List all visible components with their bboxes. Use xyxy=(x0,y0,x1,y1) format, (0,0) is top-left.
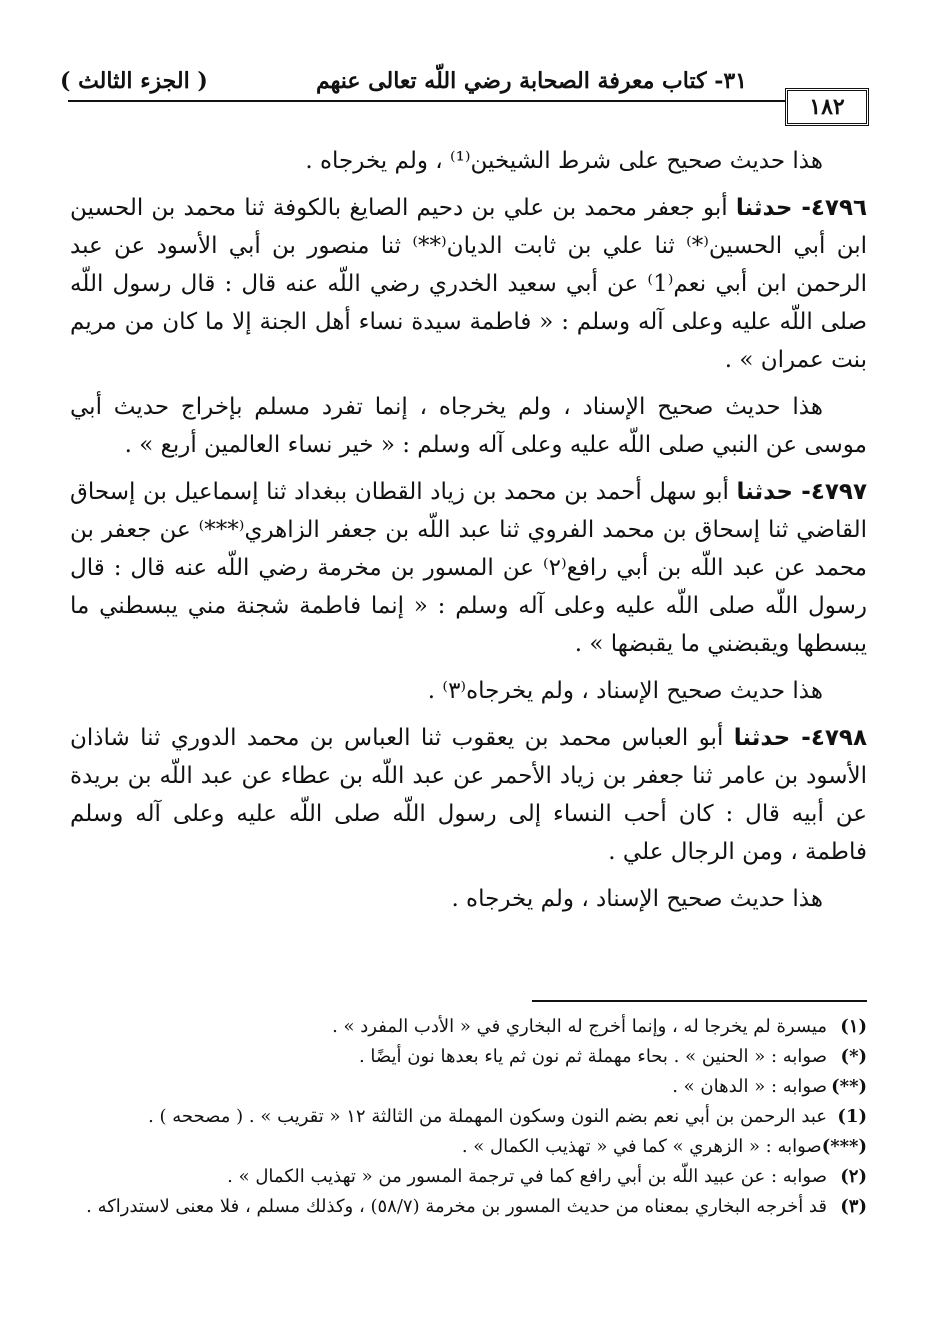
page-number: ١٨٢ xyxy=(785,88,869,126)
paragraph-p6 xyxy=(70,719,867,871)
paragraph-text: أبو العباس محمد بن يعقوب ثنا العباس بن محمد الدوري ثنا شاذان الأسود بن عامر ثنا جعفر بن زياد الأحمر عن عبد اللّه بن عطاء عن عبد اللّه بن بريدة عن أبيه قال : كان أحب النساء إلى رسول اللّه صلى اللّه عليه وعلى آله وسلم فاطمة ، ومن الرجال علي . xyxy=(70,725,867,865)
footnote-item xyxy=(60,1102,867,1132)
paragraph-text: هذا حديث صحيح على شرط الشيخين⁽¹⁾ ، ولم يخرجاه . xyxy=(305,148,823,174)
paragraph-text: هذا حديث صحيح الإسناد ، ولم يخرجاه⁽٣⁾ . xyxy=(427,678,823,704)
footnote-text: صوابه : « الزهري » كما في « تهذيب الكمال » . xyxy=(461,1136,822,1157)
footnote-text: صوابه : عن عبيد اللّه بن أبي رافع كما في ترجمة المسور من « تهذيب الكمال » . xyxy=(227,1166,827,1187)
paragraph-text: هذا حديث صحيح الإسناد ، ولم يخرجاه . xyxy=(451,886,823,912)
paragraph-p1 xyxy=(70,142,867,180)
footnote-text: صوابه : « الدهان » . xyxy=(672,1076,827,1097)
footnote-item xyxy=(60,1072,867,1102)
footnote-item xyxy=(60,1132,867,1162)
footnote-text: صوابه : « الحنين » . بحاء مهملة ثم نون ثم ياء بعدها نون أيضًا . xyxy=(358,1046,827,1067)
footnote-item xyxy=(60,1192,867,1222)
header-rule xyxy=(68,100,865,102)
footnote-item xyxy=(60,1012,867,1042)
footnote-mark: (٣) xyxy=(840,1196,867,1217)
paragraph-p2 xyxy=(70,189,867,379)
footnote-text: ميسرة لم يخرجا له ، وإنما أخرج له البخاري في « الأدب المفرد » . xyxy=(332,1016,827,1037)
footnote-item xyxy=(60,1162,867,1192)
hadith-number: ٤٧٩٦- حدثنا xyxy=(735,195,868,221)
footnote-mark: (١) xyxy=(840,1016,867,1037)
footnote-mark: (1) xyxy=(837,1106,867,1127)
paragraph-p4 xyxy=(70,473,867,663)
footnote-rule xyxy=(532,1000,867,1002)
hadith-number: ٤٧٩٧- حدثنا xyxy=(736,479,868,505)
paragraph-p3 xyxy=(70,388,867,464)
footnotes xyxy=(60,1012,867,1222)
paragraph-p5 xyxy=(70,672,867,710)
main-text xyxy=(70,142,867,927)
hadith-number: ٤٧٩٨- حدثنا xyxy=(733,725,867,751)
running-header xyxy=(60,62,867,102)
footnote-text: قد أخرجه البخاري بمعناه من حديث المسور بن مخرمة (٥٨/٧) ، وكذلك مسلم ، فلا معنى لاستدراكه . xyxy=(86,1196,827,1217)
paragraph-text: هذا حديث صحيح الإسناد ، ولم يخرجاه ، إنما تفرد مسلم بإخراج حديث أبي موسى عن النبي صلى اللّه عليه وعلى آله وسلم : « خير نساء العالمين أربع » . xyxy=(70,394,867,458)
footnote-item xyxy=(60,1042,867,1072)
paragraph-p7 xyxy=(70,880,867,918)
footnote-mark: (***) xyxy=(821,1136,867,1157)
footnote-mark: (٢) xyxy=(840,1166,867,1187)
footnote-text: عبد الرحمن بن أبي نعم بضم النون وسكون المهملة من الثالثة ١٢ « تقريب » . ( مصححه ) . xyxy=(148,1106,827,1127)
footnote-mark: (*) xyxy=(840,1046,867,1067)
footnote-mark: (**) xyxy=(831,1076,867,1097)
volume-label: ( الجزء الثالث ) xyxy=(60,68,208,94)
paragraph-text: أبو جعفر محمد بن علي بن دحيم الصايغ بالكوفة ثنا محمد بن الحسين ابن أبي الحسين⁽*⁾ ثنا علي بن ثابت الديان⁽**⁾ ثنا منصور بن أبي الأسود عن عبد الرحمن ابن أبي نعم⁽1⁾ عن أبي سعيد الخدري رضي اللّه عنه قال : قال رسول اللّه صلى اللّه عليه وعلى آله وسلم : « فاطمة سيدة نساء أهل الجنة إلا ما كان من مريم بنت عمران » . xyxy=(70,195,867,373)
chapter-title: ٣١- كتاب معرفة الصحابة رضي اللّه تعالى عنهم xyxy=(315,68,747,94)
paragraph-text: أبو سهل أحمد بن محمد بن زياد القطان ببغداد ثنا إسماعيل بن إسحاق القاضي ثنا إسحاق بن محمد الفروي ثنا عبد اللّه بن جعفر الزاهري⁽***⁾ عن جعفر بن محمد عن عبد اللّه بن أبي رافع⁽٢⁾ عن المسور بن مخرمة رضي اللّه عنه قال : قال رسول اللّه صلى اللّه عليه وعلى آله وسلم : « إنما فاطمة شجنة مني يبسطني ما يبسطها ويقبضني ما يقبضها » . xyxy=(70,479,867,657)
